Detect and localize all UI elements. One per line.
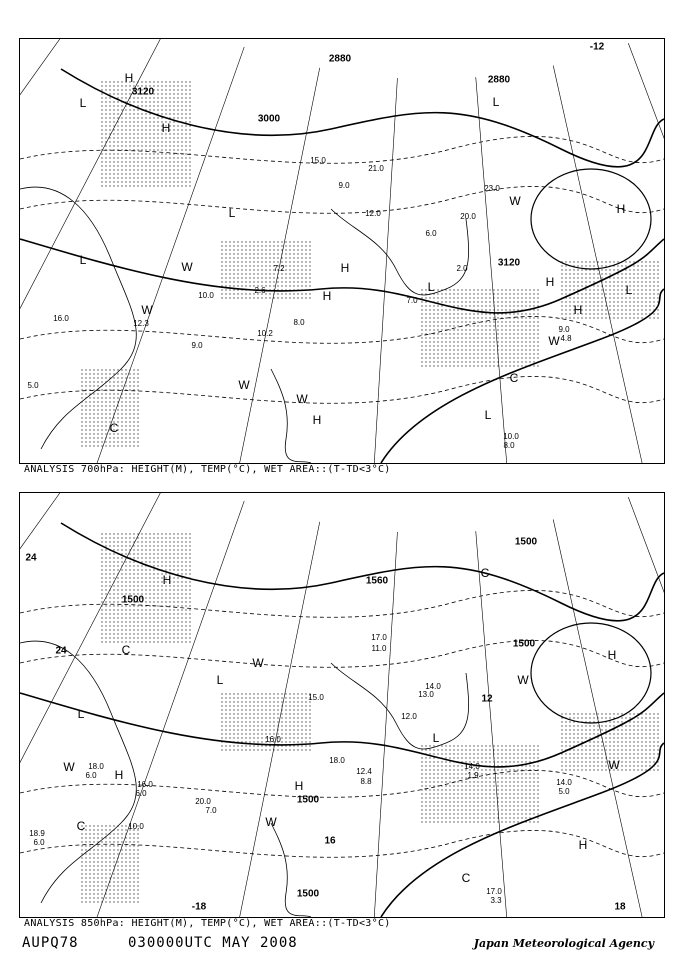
station-value: 9.0 [338, 181, 350, 191]
pressure-symbol: W [608, 758, 620, 773]
station-value: 6.0 [135, 789, 147, 799]
station-value: 18.0 [329, 756, 345, 766]
wet-area [81, 823, 141, 903]
station-value: 5.0 [558, 787, 570, 797]
contour-label: 2880 [328, 53, 352, 65]
pressure-symbol: W [265, 815, 277, 830]
station-value: 5.0 [27, 381, 39, 391]
contour-label: 12 [481, 693, 493, 705]
station-value: 6.0 [85, 771, 97, 781]
station-value: 7.0 [406, 296, 418, 306]
pressure-symbol: W [252, 656, 264, 671]
pressure-symbol: L [216, 673, 224, 688]
height-contour [531, 623, 651, 723]
pressure-symbol: H [607, 648, 617, 663]
station-value: 16.0 [265, 735, 281, 745]
station-value: 7.2 [273, 264, 285, 274]
station-value: 16.0 [53, 314, 69, 324]
pressure-symbol: H [124, 71, 134, 86]
pressure-symbol: W [548, 334, 560, 349]
station-value: 9.0 [191, 341, 203, 351]
pressure-symbol: H [545, 275, 555, 290]
wet-area [421, 743, 541, 823]
meridian-line [365, 532, 397, 917]
station-value: 3.3 [490, 896, 502, 906]
station-value: 13.0 [418, 690, 434, 700]
coastline [271, 369, 311, 463]
pressure-symbol: W [509, 194, 521, 209]
station-value: 15.0 [310, 156, 326, 166]
map-background [20, 39, 664, 463]
station-value: 4.8 [560, 334, 572, 344]
pressure-symbol: H [322, 289, 332, 304]
meridian-line [625, 43, 664, 463]
height-contour [531, 169, 651, 269]
station-value: 23.0 [484, 184, 500, 194]
station-value: 14.0 [464, 762, 480, 772]
pressure-symbol: C [480, 566, 490, 581]
pressure-symbol: C [461, 871, 471, 886]
contour-label: 3120 [497, 257, 521, 269]
pressure-symbol: H [294, 779, 304, 794]
contour-label: -18 [191, 901, 207, 913]
contour-label: 1500 [296, 888, 320, 900]
station-value: 17.0 [371, 633, 387, 643]
station-value: 15.0 [308, 693, 324, 703]
contour-label: 24 [25, 552, 37, 564]
wet-area [81, 369, 141, 449]
map-canvas-700hpa [20, 39, 664, 463]
isotherm [20, 640, 664, 667]
station-value: 12.3 [133, 319, 149, 329]
map-canvas-850hpa [20, 493, 664, 917]
contour-label: 1500 [512, 638, 536, 650]
meridian-line [476, 531, 519, 917]
station-value: 12.4 [356, 767, 372, 777]
pressure-symbol: W [63, 760, 75, 775]
pressure-symbol: L [79, 253, 87, 268]
station-value: 1.9 [467, 771, 479, 781]
station-value: 9.0 [558, 325, 570, 335]
contour-label: 1500 [296, 794, 320, 806]
station-value: 10.0 [503, 432, 519, 442]
pressure-symbol: C [109, 421, 119, 436]
contour-label: 24 [55, 645, 67, 657]
agency-name: Japan Meteorological Agency [473, 937, 654, 950]
pressure-symbol: L [228, 206, 236, 221]
map-panel-850hpa [19, 492, 665, 918]
caption-850hpa: ANALYSIS 850hPa: HEIGHT(M), TEMP(°C), WET AREA::(T-TD<3°C) [24, 918, 391, 929]
station-value: 7.0 [205, 806, 217, 816]
station-value: 6.0 [425, 229, 437, 239]
contour-label: -12 [589, 41, 605, 53]
meridian-line [365, 78, 397, 463]
contour-label: 1500 [514, 536, 538, 548]
station-value: 17.0 [486, 887, 502, 897]
pressure-symbol: L [432, 731, 440, 746]
meridian-line [628, 497, 664, 917]
pressure-symbol: C [121, 643, 131, 658]
pressure-symbol: H [312, 413, 322, 428]
pressure-symbol: H [616, 202, 626, 217]
station-value: 16.0 [137, 780, 153, 790]
analysis-time: 030000UTC MAY 2008 [128, 935, 298, 951]
station-value: 12.0 [401, 712, 417, 722]
contour-label: 1500 [121, 594, 145, 606]
contour-label: 18 [614, 901, 626, 913]
station-value: 8.8 [360, 777, 372, 787]
station-value: 10.2 [257, 329, 273, 339]
coastline [331, 663, 469, 749]
wet-area [421, 289, 541, 369]
station-value: 2.6 [254, 286, 266, 296]
coastline [331, 209, 469, 295]
chart-code: AUPQ78 [22, 935, 79, 951]
pressure-symbol: W [517, 673, 529, 688]
caption-700hpa: ANALYSIS 700hPa: HEIGHT(M), TEMP(°C), WET AREA::(T-TD<3°C) [24, 464, 391, 475]
coastline [271, 823, 311, 917]
pressure-symbol: L [625, 283, 633, 298]
pressure-symbol: W [181, 260, 193, 275]
map-panel-700hpa [19, 38, 665, 464]
contour-label: 3000 [257, 113, 281, 125]
station-value: 2.0 [456, 264, 468, 274]
station-value: 6.0 [33, 838, 45, 848]
station-value: 12.0 [365, 209, 381, 219]
pressure-symbol: W [141, 303, 153, 318]
station-value: 20.0 [460, 212, 476, 222]
pressure-symbol: H [573, 303, 583, 318]
wet-area [101, 533, 191, 643]
station-value: 14.0 [556, 778, 572, 788]
station-value: 10.0 [128, 822, 144, 832]
contour-label: 1560 [365, 575, 389, 587]
pressure-symbol: L [484, 408, 492, 423]
pressure-symbol: W [238, 378, 250, 393]
meridian-line [476, 74, 519, 463]
pressure-symbol: H [578, 838, 588, 853]
pressure-symbol: L [79, 96, 87, 111]
pressure-symbol: C [509, 371, 519, 386]
pressure-symbol: L [77, 707, 85, 722]
pressure-symbol: H [340, 261, 350, 276]
station-value: 10.0 [198, 291, 214, 301]
isotherm [20, 186, 664, 213]
pressure-symbol: W [296, 392, 308, 407]
station-value: 18.0 [88, 762, 104, 772]
station-value: 14.0 [425, 682, 441, 692]
station-value: 8.0 [293, 318, 305, 328]
contour-label: 3120 [131, 86, 155, 98]
contour-label: 2880 [487, 74, 511, 86]
station-value: 8.0 [503, 441, 515, 451]
station-value: 11.0 [371, 644, 387, 654]
pressure-symbol: H [161, 121, 171, 136]
pressure-symbol: C [76, 819, 86, 834]
map-background [20, 493, 664, 917]
pressure-symbol: H [162, 573, 172, 588]
pressure-symbol: L [492, 95, 500, 110]
station-value: 18.9 [29, 829, 45, 839]
station-value: 20.0 [195, 797, 211, 807]
pressure-symbol: L [427, 280, 435, 295]
contour-label: 16 [324, 835, 336, 847]
station-value: 21.0 [368, 164, 384, 174]
pressure-symbol: H [114, 768, 124, 783]
